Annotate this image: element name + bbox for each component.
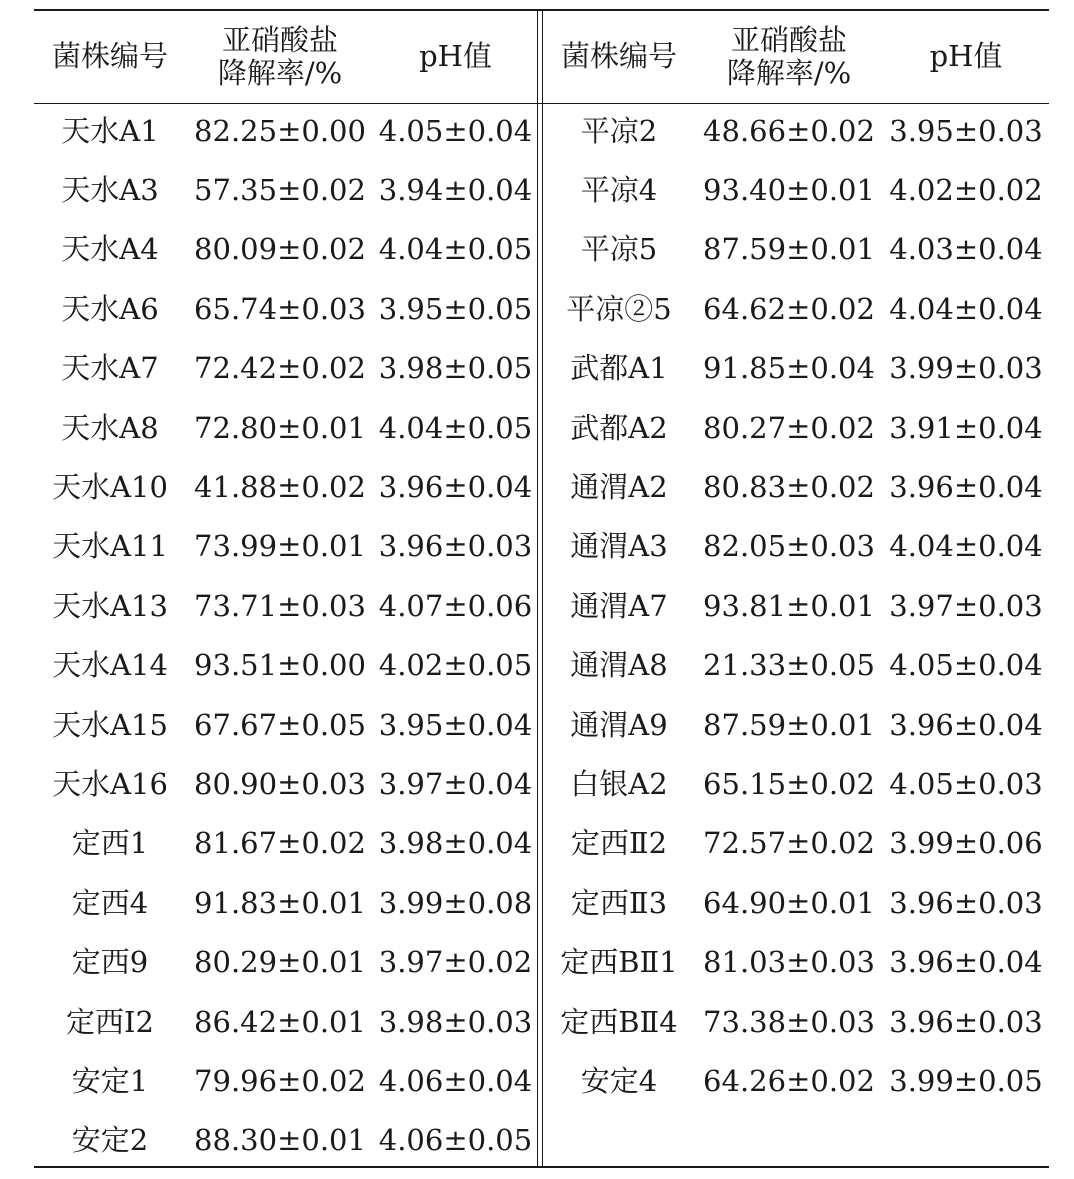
right-rate-cell: 93.81±0.01 [703, 588, 875, 623]
left-rate-cell: 80.29±0.01 [194, 945, 366, 980]
right-ph-cell: 3.97±0.03 [889, 588, 1043, 623]
left-rate-cell: 79.96±0.02 [194, 1063, 366, 1098]
right-rate-cell: 93.40±0.01 [703, 172, 875, 207]
left-strain-cell: 定西1 [71, 826, 149, 861]
left-rate-cell: 57.35±0.02 [194, 172, 366, 207]
right-rate-cell: 64.90±0.01 [703, 885, 875, 920]
right-strain-cell: 平凉4 [580, 172, 658, 207]
left-strain-cell: 安定2 [71, 1123, 149, 1158]
left-rate-cell: 80.09±0.02 [194, 232, 366, 267]
right-strain-cell: 平凉②5 [566, 291, 672, 326]
right-strain-cell: 平凉2 [580, 113, 658, 148]
left-strain-cell: 天水A15 [52, 707, 168, 742]
right-strain-cell: 通渭A8 [570, 648, 668, 683]
left-ph-cell: 3.98±0.05 [378, 351, 533, 386]
right-ph-cell: 4.05±0.03 [889, 766, 1043, 801]
left-ph-cell: 3.96±0.03 [378, 529, 533, 564]
left-ph-cell: 4.05±0.04 [378, 113, 533, 148]
left-strain-cell: 天水A1 [61, 113, 159, 148]
right-rate-cell: 81.03±0.03 [703, 945, 875, 980]
right-rate-cell: 82.05±0.03 [703, 529, 875, 564]
right-rate-cell: 21.33±0.05 [703, 648, 875, 683]
left-rate-cell: 41.88±0.02 [194, 469, 366, 504]
left-strain-cell: 天水A7 [61, 351, 159, 386]
right-strain-cell: 定西BⅡ1 [560, 945, 678, 980]
left-ph-cell: 3.97±0.04 [378, 766, 533, 801]
right-rate-cell: 87.59±0.01 [703, 707, 875, 742]
left-ph-cell: 3.98±0.03 [378, 1004, 533, 1039]
left-strain-cell: 天水A6 [61, 291, 159, 326]
left-ph-cell: 4.04±0.05 [378, 410, 533, 445]
left-ph-cell: 3.96±0.04 [378, 469, 533, 504]
left-rate-cell: 81.67±0.02 [194, 826, 366, 861]
left-strain-cell: 天水A3 [61, 172, 159, 207]
left-strain-cell: 天水A13 [52, 588, 168, 623]
right-ph-cell: 4.03±0.04 [889, 232, 1043, 267]
right-strain-cell: 武都A2 [570, 410, 668, 445]
left-rate-cell: 91.83±0.01 [194, 885, 366, 920]
left-rate-cell: 72.42±0.02 [194, 351, 366, 386]
header-strain-left: 菌株编号 [51, 39, 168, 74]
right-rate-cell: 72.57±0.02 [703, 826, 875, 861]
right-strain-cell: 安定4 [580, 1063, 658, 1098]
left-ph-cell: 3.94±0.04 [378, 172, 533, 207]
left-strain-cell: 定西9 [71, 945, 149, 980]
right-strain-cell: 武都A1 [570, 351, 668, 386]
header-rate-right: 亚硝酸盐 降解率/% [726, 22, 852, 90]
right-ph-cell: 4.02±0.02 [889, 172, 1043, 207]
left-rate-cell: 86.42±0.01 [194, 1004, 366, 1039]
right-strain-cell: 通渭A9 [570, 707, 668, 742]
right-strain-cell: 通渭A7 [570, 588, 668, 623]
right-rate-cell: 80.27±0.02 [703, 410, 875, 445]
left-ph-cell: 3.98±0.04 [378, 826, 533, 861]
right-ph-cell: 3.96±0.04 [889, 707, 1043, 742]
right-ph-cell: 3.99±0.03 [889, 351, 1043, 386]
right-rate-cell: 65.15±0.02 [703, 766, 875, 801]
right-strain-cell: 定西Ⅱ3 [570, 885, 668, 920]
left-ph-cell: 4.02±0.05 [378, 648, 533, 683]
header-strain-right: 菌株编号 [560, 39, 677, 74]
left-strain-cell: 天水A16 [52, 766, 168, 801]
left-strain-cell: 天水A4 [61, 232, 159, 267]
right-strain-cell: 通渭A3 [570, 529, 668, 564]
header-ph-left: pH值 [419, 39, 492, 74]
left-rate-cell: 82.25±0.00 [194, 113, 366, 148]
left-strain-cell: 安定1 [71, 1063, 149, 1098]
left-rate-cell: 72.80±0.01 [194, 410, 366, 445]
left-strain-cell: 天水A8 [61, 410, 159, 445]
right-rate-cell: 80.83±0.02 [703, 469, 875, 504]
left-ph-cell: 4.07±0.06 [378, 588, 533, 623]
right-strain-cell: 通渭A2 [570, 469, 668, 504]
left-ph-cell: 3.99±0.08 [378, 885, 533, 920]
right-rate-cell: 64.62±0.02 [703, 291, 875, 326]
left-strain-cell: 定西Ⅰ2 [66, 1004, 154, 1039]
right-rate-cell: 64.26±0.02 [703, 1063, 875, 1098]
right-strain-cell: 白银A2 [570, 766, 668, 801]
right-ph-cell: 3.99±0.06 [889, 826, 1043, 861]
right-ph-cell: 3.91±0.04 [889, 410, 1043, 445]
right-rate-cell: 87.59±0.01 [703, 232, 875, 267]
left-rate-cell: 65.74±0.03 [194, 291, 366, 326]
right-strain-cell: 定西BⅡ4 [560, 1004, 678, 1039]
left-strain-cell: 天水A10 [52, 469, 168, 504]
right-strain-cell: 定西Ⅱ2 [570, 826, 668, 861]
left-rate-cell: 80.90±0.03 [194, 766, 366, 801]
left-rate-cell: 73.71±0.03 [194, 588, 366, 623]
left-strain-cell: 天水A14 [52, 648, 168, 683]
right-ph-cell: 4.05±0.04 [889, 648, 1043, 683]
right-ph-cell: 3.96±0.03 [889, 1004, 1043, 1039]
header-ph-right: pH值 [929, 39, 1003, 74]
right-rate-cell: 91.85±0.04 [703, 351, 875, 386]
left-rate-cell: 73.99±0.01 [194, 529, 366, 564]
left-ph-cell: 4.06±0.04 [378, 1063, 533, 1098]
left-ph-cell: 3.95±0.04 [378, 707, 533, 742]
left-ph-cell: 4.04±0.05 [378, 232, 533, 267]
left-strain-cell: 天水A11 [52, 529, 168, 564]
left-rate-cell: 88.30±0.01 [194, 1123, 366, 1158]
right-strain-cell: 平凉5 [580, 232, 658, 267]
right-ph-cell: 3.96±0.04 [889, 945, 1043, 980]
header-rate-left: 亚硝酸盐 降解率/% [217, 22, 343, 90]
left-rate-cell: 67.67±0.05 [194, 707, 366, 742]
right-ph-cell: 3.96±0.03 [889, 885, 1043, 920]
right-ph-cell: 4.04±0.04 [889, 529, 1043, 564]
right-rate-cell: 48.66±0.02 [703, 113, 875, 148]
right-ph-cell: 3.96±0.04 [889, 469, 1043, 504]
left-ph-cell: 4.06±0.05 [378, 1123, 533, 1158]
left-strain-cell: 定西4 [71, 885, 149, 920]
left-ph-cell: 3.95±0.05 [378, 291, 533, 326]
right-ph-cell: 3.95±0.03 [889, 113, 1043, 148]
right-ph-cell: 4.04±0.04 [889, 291, 1043, 326]
right-ph-cell: 3.99±0.05 [889, 1063, 1043, 1098]
left-ph-cell: 3.97±0.02 [378, 945, 533, 980]
divider-line-1 [537, 9, 538, 1168]
left-rate-cell: 93.51±0.00 [194, 648, 366, 683]
right-rate-cell: 73.38±0.03 [703, 1004, 875, 1039]
